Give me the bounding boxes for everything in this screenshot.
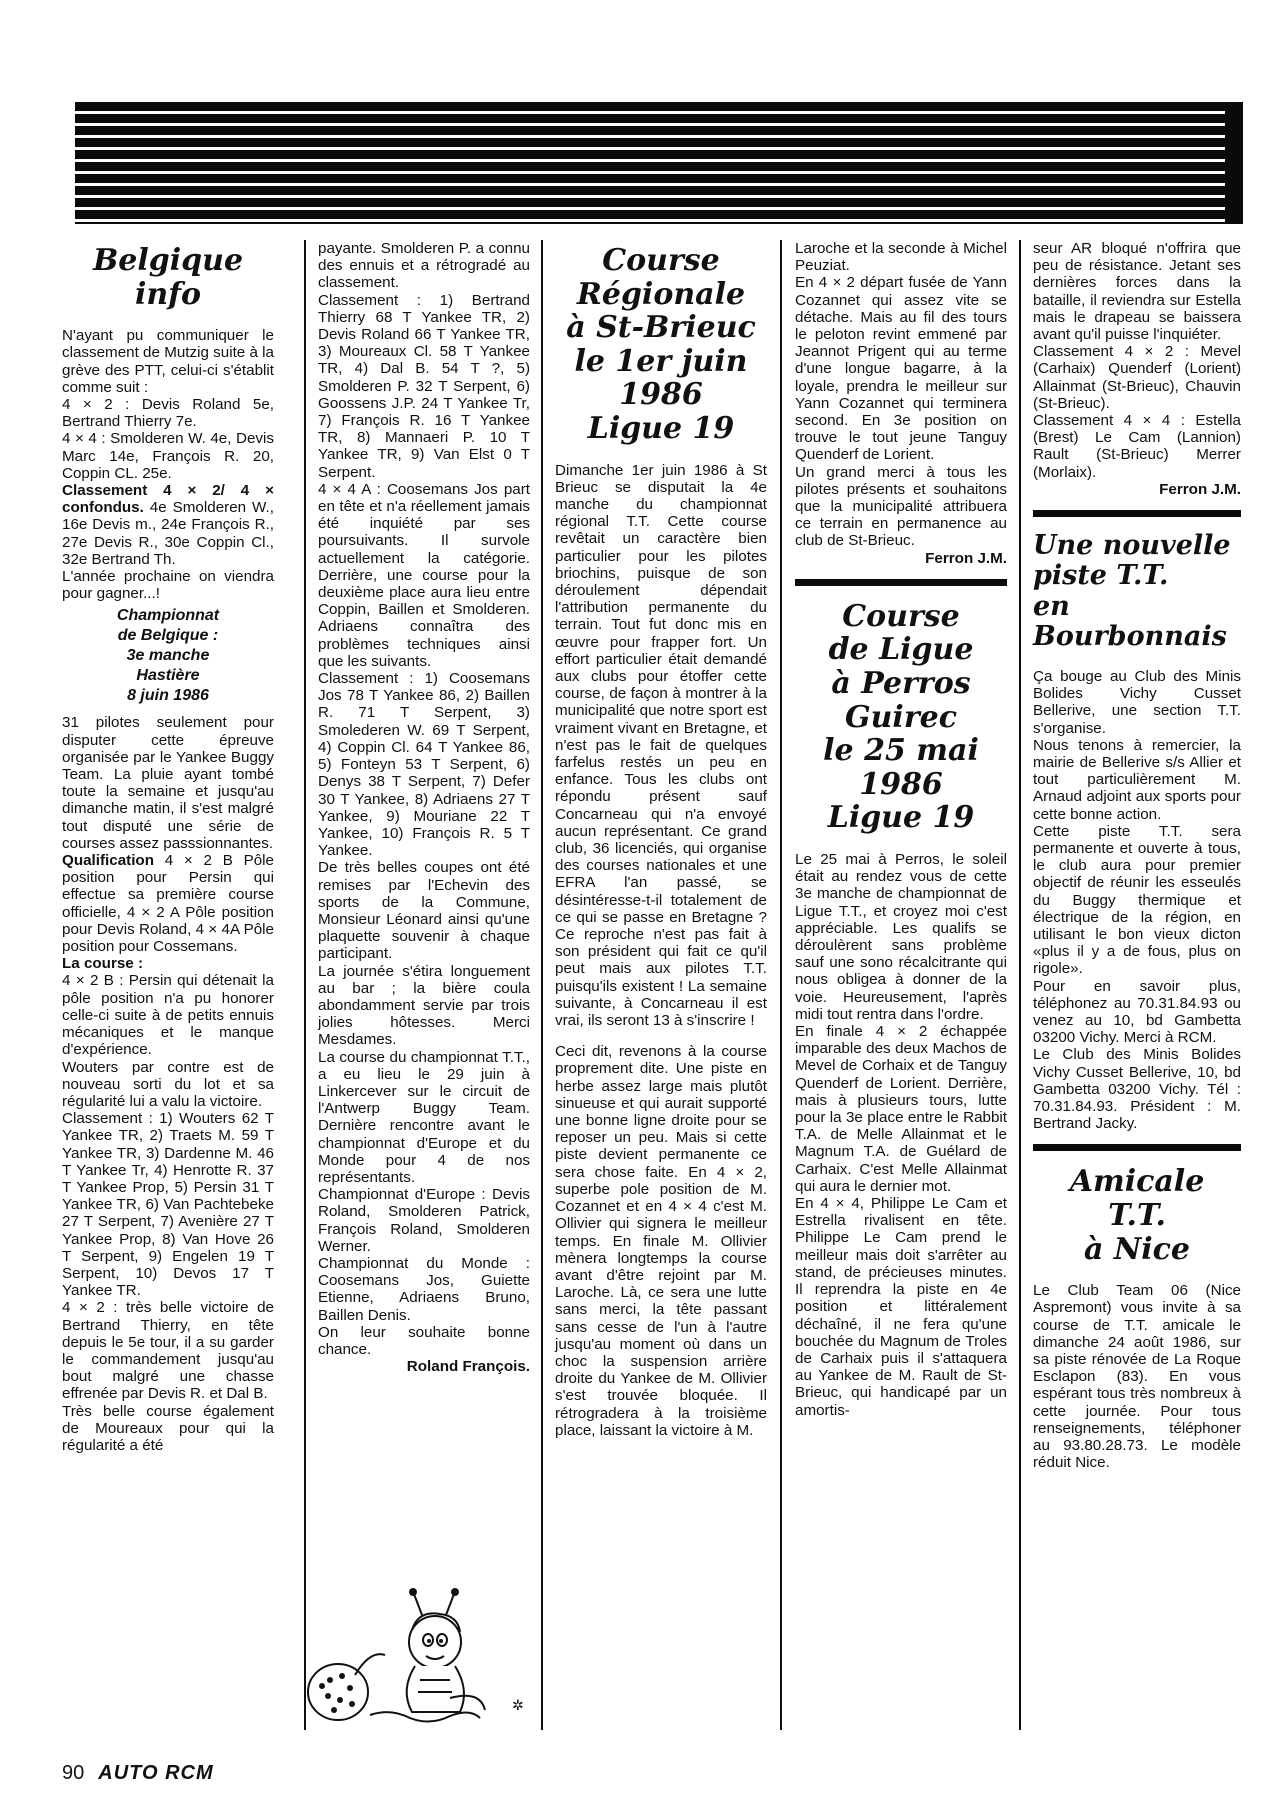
title-line: le 1er juin — [574, 343, 748, 379]
paragraph: Laroche et la seconde à Michel Peuziat. — [795, 240, 1007, 275]
bold-lead: Qualification — [62, 852, 154, 870]
column-3 — [555, 240, 767, 1439]
title-line: en — [1033, 590, 1070, 622]
header-stripes — [75, 102, 1243, 224]
paragraph: seur AR bloqué n'offrira que peu de résistance. Jetant ses dernières forces dans la bataille, il reviendra sur Estella mais le drapeau se baissera avant qu'il puisse l'inquiéter. — [1033, 240, 1241, 344]
column-4 — [795, 240, 1007, 1419]
subheading-line: Hastière — [136, 667, 200, 685]
title-line: Guirec — [845, 699, 957, 735]
column-1 — [62, 240, 274, 1454]
subheading-line: Championnat — [116, 607, 220, 625]
section-divider — [1033, 1144, 1241, 1151]
paragraph: En 4 × 4, Philippe Le Cam et Estrella rivalisent en tête. Philippe Le Cam prend le meilleur mais doit s'arrêter au stand, de précieuses minutes. Il reprendra la piste en 4e position et littéralement déchaîné, il ne fera qu'une bouchée du Magnum de Troles de Carhaix puis il s'attaquera au Yankee de M. Rault de St-Brieuc, qui handicapé par un amortis- — [795, 1195, 1007, 1419]
column-rule — [1019, 240, 1021, 1730]
paragraph: 4 × 2 : très belle victoire de Bertrand Thierry, en tête depuis le 5e tour, il a su garder le commandement jusqu'au bout malgré une chasse effrenée par Devis R. et Dal B. — [62, 1299, 274, 1403]
paragraph: Pour en savoir plus, téléphonez au 70.31.84.93 ou venez au 10, bd Gambetta 03200 Vichy. Merci à RCM. — [1033, 977, 1241, 1047]
column-rule — [780, 240, 782, 1730]
title-line: Amicale — [1069, 1164, 1205, 1200]
paragraph: Championnat du Monde : Coosemans Jos, Guiette Etienne, Adriaens Bruno, Baillen Denis. — [318, 1254, 530, 1324]
paragraph: 4 × 2 B : Persin qui détenait la pôle position n'a pu honorer celle-ci suite à de petits ennuis mécaniques et le manque d'expérience. — [62, 972, 274, 1059]
title-line: Course — [602, 243, 720, 278]
signature: Roland François. — [406, 1358, 530, 1376]
article-title-belgique — [62, 244, 274, 311]
paragraph: 4 × 4 : Smolderen W. 4e, Devis Marc 14e, François R. 20, Coppin CL. 25e. — [62, 430, 274, 482]
paragraph: Un grand merci à tous les pilotes présents et souhaitons que la municipalité attribuera ce terrain en permanence au club de St-Brieuc. — [795, 463, 1007, 550]
column-5 — [1033, 240, 1241, 1471]
paragraph: La journée s'étira longuement au bar ; la bière coula abondamment servie par trois jolies hôtesses. Merci Mesdames. — [318, 962, 530, 1049]
subheading-line: de Belgique : — [117, 627, 219, 645]
svg-text:✲: ✲ — [512, 1698, 524, 1714]
title-line: de Ligue — [828, 632, 974, 668]
paragraph: Classement 4 × 4 : Estella (Brest) Le Cam (Lannion) Rault (St-Brieuc) Merrer (Morlaix). — [1033, 412, 1241, 481]
paragraph: Nous tenons à remercier, la mairie de Bellerive s/s Allier et tout particulièrement M. Arnaud adjoint aux sports pour cette bonne action. — [1033, 736, 1241, 823]
title-line: 1986 — [619, 377, 703, 413]
paragraph: Ça bouge au Club des Minis Bolides Vichy Cusset Bellerive, une section T.T. s'organise. — [1033, 667, 1241, 737]
paragraph: Le Club Team 06 (Nice Aspremont) vous invite à sa course de T.T. amicale le dimanche 24 août 1986, sur sa piste rénovée de La Roque Esclapon (83). En vous espérant tous très nombreux à cette journée. Pour tous renseignements, téléphoner au 93.80.28.73. Le modèle réduit Nice. — [1033, 1282, 1241, 1472]
paragraph: La course du championnat T.T., a eu lieu le 29 juin à Linkercever sur le circuit de l'Antwerp Buggy Team. Dernière rencontre avant le championnat d'Europe et du Monde pour 4 de nos représentants. — [318, 1048, 530, 1186]
paragraph: Wouters par contre est de nouveau sorti du lot et sa régularité lui a valu la victoire. — [62, 1058, 274, 1110]
paragraph: Cette piste T.T. sera permanente et ouverte à tous, le club aura pour premier objectif de réunir les esseulés du Buggy thermique et électrique de la région, en utilisant le bon vieux dicton «plus il y a de fous, plus on rigole». — [1033, 822, 1241, 978]
column-2 — [318, 240, 530, 1375]
paragraph: De très belles coupes ont été remises par l'Echevin des sports de la Commune, Monsieur Léonard ainsi qu'une plaquette souvenir à chaque participant. — [318, 859, 530, 963]
title-line: à Nice — [1083, 1231, 1191, 1267]
article-title-bourbonnais — [1033, 531, 1241, 652]
title-line: piste T.T. — [1033, 560, 1169, 592]
paragraph: 4 × 2 : Devis Roland 5e, Bertrand Thierry 7e. — [62, 396, 274, 431]
paragraph: Classement : 1) Wouters 62 T Yankee TR, 2) Traets M. 59 T Yankee TR, 3) Dardenne M. 46 T Yankee Tr, 4) Henrotte R. 37 T Yankee Prop, 5) Persin 31 T Yankee TR, 6) Van Pachtebeke 27 T Serpent, 7) Avenière 27 T Yankee Prop, 8) Van Hove 26 T Serpent, 9) Engelen 19 T Serpent, 10) Devos 17 T Yankee TR. — [62, 1110, 274, 1300]
paragraph: Classement 4 × 2 : Mevel (Carhaix) Quenderf (Lorient) Allainmat (St-Brieuc), Chauvin (St-Brieuc). — [1033, 343, 1241, 412]
paragraph: Classement : 1) Coosemans Jos 78 T Yankee 86, 2) Baillen R. 71 T Serpent, 3) Smolederen W. 69 T Serpent, 4) Coppin Cl. 64 T Yankee 86, 5) Fonteyn 53 T Serpent, 6) Denys 38 T Serpent, 7) Defer 30 T Yankee, 8) Adriaens 27 T Yankee, 9) Mouriane 22 T Yankee, 10) François R. 5 T Yankee. — [318, 670, 530, 860]
title-line: 1986 — [859, 766, 943, 802]
article-title-perros-guirec — [795, 600, 1007, 835]
paragraph: On leur souhaite bonne chance. — [318, 1323, 530, 1358]
paragraph: Ceci dit, revenons à la course proprement dite. Une piste en herbe assez large mais plutôt sinueuse et qui aurait supporté une bonne ligne droite pour se reposer un peu. Mais si cette piste devient permanente ce sera chose faite. En 4 × 2, superbe pole position de M. Cozannet et en 4 × 4 c'est M. Ollivier qui signera le meilleur temps. En finale M. Ollivier mènera longtemps la course avant d'être rejoint par M. Laroche. Là, ce sera une lutte sans merci, la tête passant sans cesse de l'un à l'autre jusqu'au moment où dans un choc la suspension arrière droite du Yankee de M. Ollivier s'est trouvée bloquée. Il rétrogradera à la troisième place, laissant la victoire à M. — [555, 1043, 767, 1439]
title-line: à Perros — [831, 666, 971, 702]
cartoon-mechanic-illustration — [300, 1580, 540, 1730]
paragraph: Très belle course également de Moureaux pour qui la régularité a été — [62, 1402, 274, 1454]
paragraph: 4 × 4 A : Coosemans Jos part en tête et n'a réellement jamais été inquiété par ses poursuivants. Il survole actuellement la catégorie. Derrière, une course pour la deuxième place aura lieu entre Coppin, Baillen et Smolderen. Adriaens connaîtra des problèmes techniques ainsi que les suivants. — [318, 480, 530, 670]
paragraph: Le 25 mai à Perros, le soleil était au rendez vous de cette 3e manche de championnat de Ligue T.T., et croyez moi c'est appréciable. Les qualifs se déroulèrent sans problème sauf une sono récalcitrante qui nous obligea à donner de la voie. Heureusement, l'après midi tout rentra dans l'ordre. — [795, 851, 1007, 1023]
subheading-line: 8 juin 1986 — [127, 687, 209, 705]
paragraph: En 4 × 2 départ fusée de Yann Cozannet qui assez vite se détache. Mais au fil des tours le peloton revint emmené par Jeannot Prigent qui au terme d'une longue bagarre, à la loyale, prendra le meilleur sur Yann Cozannet qui terminera second. En 3e position on trouve le tout jeune Tanguy Quenderf de Lorient. — [795, 274, 1007, 464]
paragraph: Le Club des Minis Bolides Vichy Cusset Bellerive, 10, bd Gambetta 03200 Vichy. Tél : 70.31.84.93. Président : M. Bertrand Jacky. — [1033, 1046, 1241, 1133]
paragraph-heading: La course : — [62, 955, 144, 973]
magazine-name: AUTO RCM — [98, 1762, 214, 1784]
title-line: Régionale — [576, 276, 746, 312]
title-line: Bourbonnais — [1033, 620, 1227, 652]
paragraph-text: 4e Smolderen W., 16e Devis m., 24e François R., 27e Devis R., 30e Coppin Cl., 32e Bertrand Th. — [62, 499, 274, 568]
page-number: 90 — [62, 1762, 85, 1784]
section-divider — [1033, 510, 1241, 517]
title-line: Une nouvelle — [1033, 530, 1231, 562]
paragraph — [62, 852, 274, 955]
header-stripes-edge — [1225, 102, 1243, 224]
paragraph: L'année prochaine on viendra pour gagner...! — [62, 568, 274, 603]
paragraph: En finale 4 × 2 échappée imparable des deux Machos de Mevel de Corhaix et de Tanguy Quenderf de Lorient. Derrière, mais à plusieurs tours, lutte pour la 3e place entre le Rabbit T.A. de Melle Allainmat et le Magnum T.A. de Guélard de Carhaix. C'est Melle Allainmat qui aura le dernier mot. — [795, 1023, 1007, 1195]
paragraph-text: 4 × 2 B Pôle position pour Persin qui effectue sa première course officielle, 4 × 2 A Pôle position pour Devis Roland, 4 × 4A Pôle position pour Cossemans. — [62, 852, 274, 956]
paragraph — [62, 482, 274, 568]
paragraph: Dimanche 1er juin 1986 à St Brieuc se disputait la 4e manche du championnat régional T.T. Cette course revêtait un caractère bien particulier pour les pilotes briochins, puisque de son déroulement dépendait l'attribution permanente du terrain. Tout fut donc mis en œuvre pour frapper fort. Un effort particulier était demandé aux clubs pour étoffer cette course, de façon à montrer à la municipalité que notre sport est vraiment vivant en Bretagne, et n'est pas le fait de quelques farfelus restés un peu en enfance. Tous les clubs ont répondu présent sauf Concarneau qui n'a envoyé aucun représentant. Ce grand club, 36 licenciés, qui organise des courses nationales et une EFRA l'an passé, se désintéresse-t-il totalement de ce qui se passe en Bretagne ? Ce reproche n'est pas fait à son président qui fait ce qu'il peut mais aux pilotes T.T. puisqu'ils existent ! La semaine suivante, à Concarneau il est vrai, ils seront 13 à s'inscrire ! — [555, 461, 767, 1030]
article-title-st-brieuc — [555, 244, 767, 446]
paragraph: N'ayant pu communiquer le classement de Mutzig suite à la grève des PTT, celui-ci s'établit comme suit : — [62, 327, 274, 396]
column-rule — [541, 240, 543, 1730]
paragraph: Championnat d'Europe : Devis Roland, Smolderen Patrick, François Roland, Smolderen Werner. — [318, 1186, 530, 1255]
title-line: à St-Brieuc — [566, 310, 756, 346]
title-line: Course — [842, 598, 960, 634]
signature: Ferron J.M. — [925, 549, 1007, 567]
bold-lead: Classement 4 × 2/ 4 × confondus. — [62, 482, 274, 517]
section-divider — [795, 579, 1007, 586]
page-footer — [62, 1762, 214, 1785]
paragraph: payante. Smolderen P. a connu des ennuis et a rétrogradé au classement. — [318, 240, 530, 292]
signature: Ferron J.M. — [1159, 480, 1241, 498]
title-line: T.T. — [1108, 1198, 1166, 1234]
title-text: Belgique info — [92, 243, 244, 312]
article-title-nice — [1033, 1165, 1241, 1266]
title-line: Ligue 19 — [587, 410, 735, 446]
title-line: le 25 mai — [823, 733, 979, 769]
title-line: Ligue 19 — [827, 800, 975, 836]
subheading-line: 3e manche — [126, 647, 210, 665]
column-rule — [304, 240, 306, 1730]
subheading-championnat — [62, 606, 274, 706]
paragraph: Classement : 1) Bertrand Thierry 68 T Yankee TR, 2) Devis Roland 66 T Yankee TR, 3) Moureaux Cl. 58 T Yankee TR, 4) Dal B. 54 T ?, 5) Smolderen P. 32 T Serpent, 6) Goossens J.P. 24 T Yankee Tr, 7) François R. 16 T Yankee TR, 8) Mannaeri P. 10 T Yankee TR, 9) Van Elst 0 T Serpent. — [318, 291, 530, 481]
paragraph: 31 pilotes seulement pour disputer cette épreuve organisée par le Yankee Buggy Team. La pluie ayant tombé toute la semaine et jusqu'au dimanche matin, il s'est malgré tout disputé une série de courses assez passsionnantes. — [62, 714, 274, 852]
